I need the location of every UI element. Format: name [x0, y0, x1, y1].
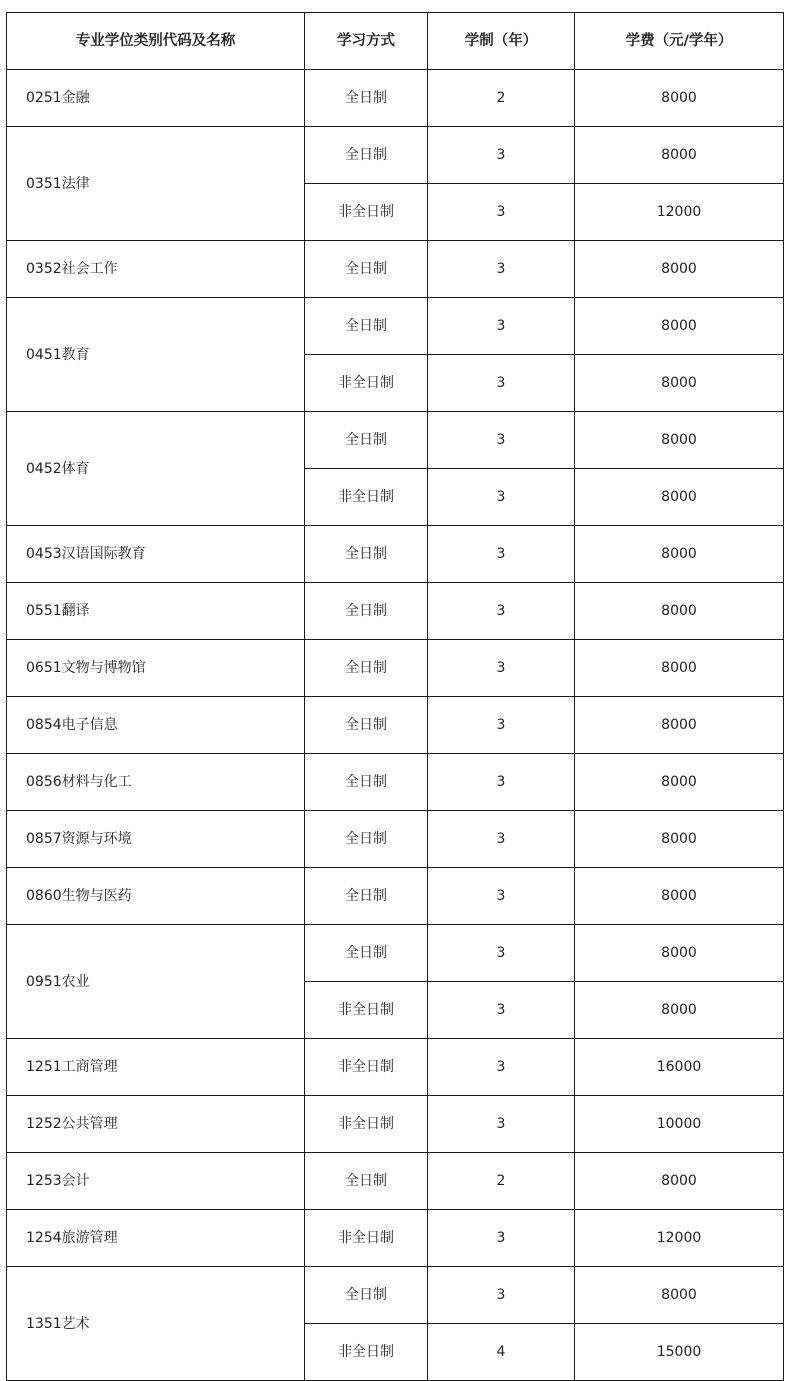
duration-cell: 3	[428, 298, 575, 355]
degree-name-cell: 0251金融	[7, 70, 305, 127]
table-row	[7, 1210, 784, 1267]
tuition-cell: 8000	[575, 640, 784, 697]
duration-cell: 3	[428, 1039, 575, 1096]
duration-cell: 4	[428, 1324, 575, 1381]
table-row	[7, 925, 784, 982]
fee-table-container	[6, 12, 784, 1381]
duration-cell: 3	[428, 412, 575, 469]
study-mode-cell: 非全日制	[305, 982, 428, 1039]
degree-name-cell: 0352社会工作	[7, 241, 305, 298]
table-row	[7, 754, 784, 811]
table-row	[7, 697, 784, 754]
study-mode-cell: 全日制	[305, 811, 428, 868]
tuition-cell: 8000	[575, 982, 784, 1039]
tuition-cell: 8000	[575, 127, 784, 184]
tuition-cell: 8000	[575, 469, 784, 526]
study-mode-cell: 全日制	[305, 1153, 428, 1210]
table-row	[7, 526, 784, 583]
tuition-cell: 12000	[575, 184, 784, 241]
tuition-cell: 8000	[575, 526, 784, 583]
table-row	[7, 1267, 784, 1324]
degree-name-cell: 0551翻译	[7, 583, 305, 640]
study-mode-cell: 全日制	[305, 640, 428, 697]
duration-cell: 3	[428, 982, 575, 1039]
tuition-cell: 8000	[575, 754, 784, 811]
table-row	[7, 298, 784, 355]
table-row	[7, 70, 784, 127]
table-row	[7, 583, 784, 640]
degree-name-cell: 0860生物与医药	[7, 868, 305, 925]
degree-name-cell: 1252公共管理	[7, 1096, 305, 1153]
tuition-cell: 8000	[575, 697, 784, 754]
study-mode-cell: 非全日制	[305, 1324, 428, 1381]
study-mode-cell: 全日制	[305, 868, 428, 925]
header-duration: 学制（年）	[428, 13, 575, 70]
study-mode-cell: 全日制	[305, 754, 428, 811]
study-mode-cell: 全日制	[305, 70, 428, 127]
tuition-cell: 8000	[575, 1267, 784, 1324]
duration-cell: 3	[428, 868, 575, 925]
duration-cell: 3	[428, 583, 575, 640]
table-row	[7, 1153, 784, 1210]
study-mode-cell: 全日制	[305, 298, 428, 355]
study-mode-cell: 非全日制	[305, 184, 428, 241]
tuition-cell: 8000	[575, 583, 784, 640]
duration-cell: 3	[428, 1210, 575, 1267]
study-mode-cell: 全日制	[305, 1267, 428, 1324]
duration-cell: 3	[428, 697, 575, 754]
tuition-cell: 8000	[575, 241, 784, 298]
tuition-cell: 8000	[575, 298, 784, 355]
duration-cell: 3	[428, 526, 575, 583]
study-mode-cell: 全日制	[305, 697, 428, 754]
table-row	[7, 1039, 784, 1096]
degree-name-cell: 1351艺术	[7, 1267, 305, 1381]
header-tuition: 学费（元/学年）	[575, 13, 784, 70]
study-mode-cell: 全日制	[305, 925, 428, 982]
study-mode-cell: 全日制	[305, 526, 428, 583]
degree-name-cell: 0453汉语国际教育	[7, 526, 305, 583]
duration-cell: 2	[428, 1153, 575, 1210]
tuition-cell: 8000	[575, 412, 784, 469]
study-mode-cell: 非全日制	[305, 469, 428, 526]
degree-name-cell: 0856材料与化工	[7, 754, 305, 811]
duration-cell: 3	[428, 640, 575, 697]
table-row	[7, 868, 784, 925]
tuition-cell: 8000	[575, 1153, 784, 1210]
tuition-fee-table	[6, 12, 784, 1381]
study-mode-cell: 非全日制	[305, 1096, 428, 1153]
degree-name-cell: 0451教育	[7, 298, 305, 412]
study-mode-cell: 非全日制	[305, 355, 428, 412]
table-row	[7, 811, 784, 868]
study-mode-cell: 全日制	[305, 127, 428, 184]
degree-name-cell: 1254旅游管理	[7, 1210, 305, 1267]
study-mode-cell: 非全日制	[305, 1039, 428, 1096]
tuition-cell: 8000	[575, 868, 784, 925]
duration-cell: 3	[428, 184, 575, 241]
table-row	[7, 640, 784, 697]
table-row	[7, 412, 784, 469]
tuition-cell: 8000	[575, 355, 784, 412]
duration-cell: 3	[428, 925, 575, 982]
study-mode-cell: 全日制	[305, 583, 428, 640]
duration-cell: 3	[428, 754, 575, 811]
tuition-cell: 8000	[575, 811, 784, 868]
degree-name-cell: 1251工商管理	[7, 1039, 305, 1096]
header-study-mode: 学习方式	[305, 13, 428, 70]
duration-cell: 2	[428, 70, 575, 127]
header-degree-name: 专业学位类别代码及名称	[7, 13, 305, 70]
table-header-row	[7, 13, 784, 70]
duration-cell: 3	[428, 1267, 575, 1324]
degree-name-cell: 0857资源与环境	[7, 811, 305, 868]
degree-name-cell: 0452体育	[7, 412, 305, 526]
degree-name-cell: 0351法律	[7, 127, 305, 241]
tuition-cell: 12000	[575, 1210, 784, 1267]
duration-cell: 3	[428, 811, 575, 868]
duration-cell: 3	[428, 355, 575, 412]
table-row	[7, 241, 784, 298]
duration-cell: 3	[428, 127, 575, 184]
duration-cell: 3	[428, 241, 575, 298]
duration-cell: 3	[428, 469, 575, 526]
table-body	[7, 70, 784, 1381]
study-mode-cell: 全日制	[305, 241, 428, 298]
degree-name-cell: 1253会计	[7, 1153, 305, 1210]
tuition-cell: 8000	[575, 925, 784, 982]
study-mode-cell: 全日制	[305, 412, 428, 469]
tuition-cell: 16000	[575, 1039, 784, 1096]
table-row	[7, 1096, 784, 1153]
degree-name-cell: 0651文物与博物馆	[7, 640, 305, 697]
degree-name-cell: 0951农业	[7, 925, 305, 1039]
degree-name-cell: 0854电子信息	[7, 697, 305, 754]
tuition-cell: 8000	[575, 70, 784, 127]
table-row	[7, 127, 784, 184]
tuition-cell: 10000	[575, 1096, 784, 1153]
duration-cell: 3	[428, 1096, 575, 1153]
study-mode-cell: 非全日制	[305, 1210, 428, 1267]
tuition-cell: 15000	[575, 1324, 784, 1381]
